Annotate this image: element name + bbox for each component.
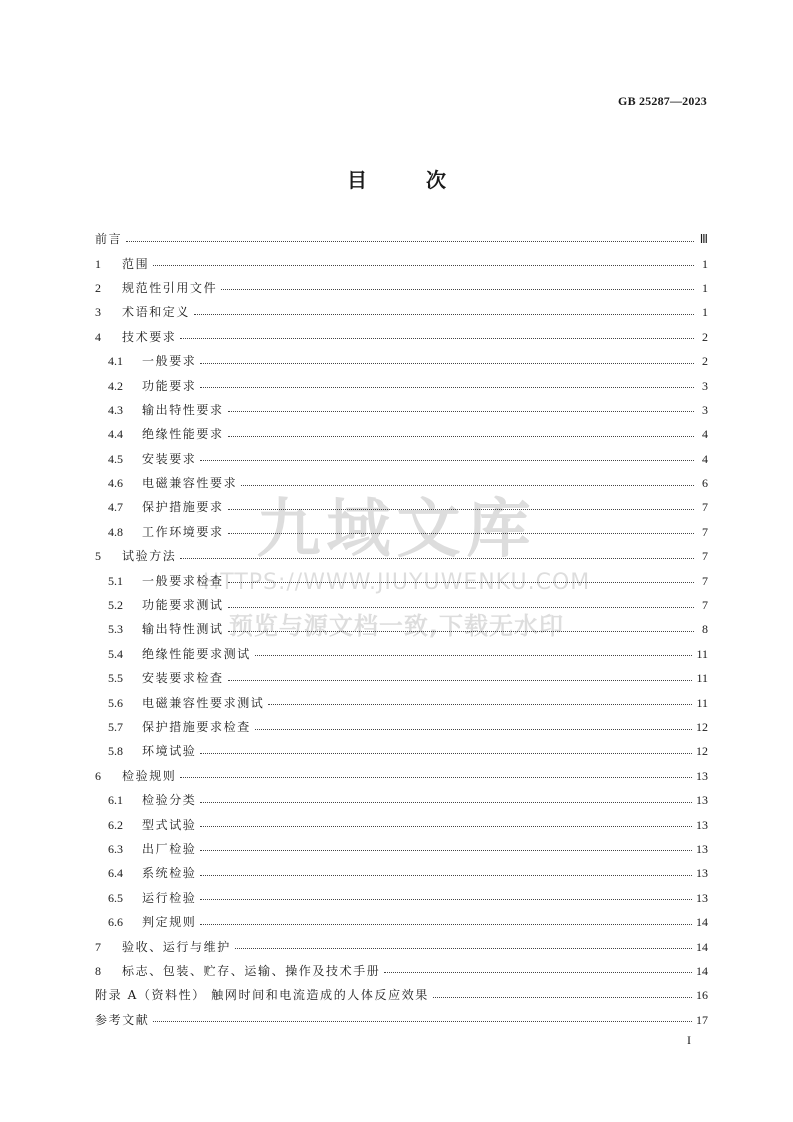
- toc-dot-leader: [180, 558, 694, 559]
- toc-entry-number: 1: [95, 256, 101, 271]
- toc-entry[interactable]: [95, 812, 708, 836]
- toc-entry-page: 11: [696, 646, 708, 661]
- toc-entry-page: 7: [702, 549, 708, 564]
- toc-entry-title: 前言: [95, 232, 123, 247]
- toc-entry[interactable]: [95, 227, 708, 251]
- toc-entry-page: 11: [696, 671, 708, 686]
- table-of-contents: [95, 227, 708, 1032]
- toc-dot-leader: [384, 972, 692, 973]
- toc-entry-title: 运行检验: [142, 890, 197, 905]
- toc-dot-leader: [255, 729, 692, 730]
- toc-entry-number: 6.6: [108, 915, 123, 930]
- toc-entry-number: 5.6: [108, 695, 123, 710]
- toc-entry-page: 3: [702, 402, 708, 417]
- toc-entry[interactable]: [95, 861, 708, 885]
- toc-entry-number: 2: [95, 280, 101, 295]
- toc-entry-page: 1: [702, 256, 708, 271]
- toc-entry-title: 技术要求: [122, 329, 177, 344]
- toc-entry-number: 4.8: [108, 524, 123, 539]
- toc-dot-leader: [153, 1021, 692, 1022]
- toc-entry-page: 7: [702, 573, 708, 588]
- toc-entry[interactable]: [95, 959, 708, 983]
- toc-dot-leader: [200, 363, 694, 364]
- watermark-note: 预览与源文档一致,下载无水印: [228, 612, 565, 640]
- toc-entry-number: 4: [95, 329, 101, 344]
- toc-entry[interactable]: [95, 642, 708, 666]
- toc-entry-number: 6.5: [108, 890, 123, 905]
- toc-entry-number: 6.1: [108, 793, 123, 808]
- toc-dot-leader: [228, 631, 694, 632]
- toc-entry[interactable]: [95, 251, 708, 275]
- toc-entry-page: 13: [696, 890, 708, 905]
- toc-entry-title: 出厂检验: [142, 841, 197, 856]
- toc-entry[interactable]: [95, 544, 708, 568]
- toc-dot-leader: [255, 655, 693, 656]
- toc-entry-title: 保护措施要求: [142, 500, 224, 515]
- toc-dot-leader: [180, 777, 692, 778]
- toc-entry-title: 试验方法: [122, 549, 177, 564]
- toc-entry-title: 工作环境要求: [142, 524, 224, 539]
- footer-page-number: I: [687, 1033, 691, 1047]
- toc-entry-title: 功能要求测试: [142, 598, 224, 613]
- toc-entry[interactable]: [95, 739, 708, 763]
- toc-entry-page: 17: [696, 1012, 708, 1027]
- toc-entry-number: 4.1: [108, 354, 123, 369]
- toc-dot-leader: [235, 948, 692, 949]
- toc-entry-title: 功能要求: [142, 378, 197, 393]
- toc-entry[interactable]: [95, 447, 708, 471]
- toc-entry-page: 14: [696, 915, 708, 930]
- toc-entry[interactable]: [95, 398, 708, 422]
- toc-entry[interactable]: [95, 666, 708, 690]
- toc-entry-title: 型式试验: [142, 817, 197, 832]
- toc-dot-leader: [268, 704, 692, 705]
- toc-dot-leader: [433, 997, 692, 998]
- toc-entry-page: 16: [696, 988, 708, 1003]
- toc-entry-page: 11: [696, 695, 708, 710]
- toc-dot-leader: [228, 436, 694, 437]
- toc-entry-page: 12: [696, 744, 708, 759]
- toc-entry[interactable]: [95, 422, 708, 446]
- toc-entry[interactable]: [95, 300, 708, 324]
- toc-entry-number: 8: [95, 963, 101, 978]
- toc-entry-page: 7: [702, 524, 708, 539]
- toc-entry-page: 14: [696, 939, 708, 954]
- toc-dot-leader: [153, 265, 694, 266]
- toc-entry-number: 5: [95, 549, 101, 564]
- toc-entry[interactable]: [95, 715, 708, 739]
- toc-entry[interactable]: [95, 593, 708, 617]
- toc-entry-page: 1: [702, 305, 708, 320]
- toc-dot-leader: [200, 826, 692, 827]
- toc-entry[interactable]: [95, 471, 708, 495]
- toc-entry[interactable]: [95, 325, 708, 349]
- toc-entry-title: 电磁兼容性要求: [142, 476, 238, 491]
- toc-entry-title: 标志、包装、贮存、运输、操作及技术手册: [122, 963, 381, 978]
- toc-entry-page: 7: [702, 500, 708, 515]
- toc-entry-page: 3: [702, 378, 708, 393]
- toc-entry-title: 检验规则: [122, 768, 177, 783]
- toc-entry-page: 1: [702, 280, 708, 295]
- toc-dot-leader: [228, 680, 693, 681]
- toc-entry-page: 8: [702, 622, 708, 637]
- toc-entry-number: 5.7: [108, 720, 123, 734]
- toc-entry-title: 输出特性测试: [142, 622, 224, 637]
- toc-entry-page: 13: [696, 793, 708, 808]
- toc-entry-page: 2: [702, 329, 708, 344]
- toc-dot-leader: [200, 802, 692, 803]
- toc-entry[interactable]: [95, 495, 708, 519]
- toc-dot-leader: [200, 875, 692, 876]
- toc-entry-title: 参考文献: [95, 1012, 150, 1027]
- toc-entry-number: 4.3: [108, 402, 123, 417]
- toc-entry-title: 一般要求: [142, 354, 197, 369]
- toc-entry[interactable]: [95, 349, 708, 373]
- toc-dot-leader: [200, 850, 692, 851]
- toc-dot-leader: [228, 582, 694, 583]
- toc-dot-leader: [200, 924, 692, 925]
- toc-entry[interactable]: [95, 983, 708, 1007]
- toc-entry[interactable]: [95, 520, 708, 544]
- toc-entry-number: 4.2: [108, 378, 123, 393]
- toc-dot-leader: [200, 753, 692, 754]
- toc-dot-leader: [200, 899, 692, 900]
- standard-code: GB 25287—2023: [618, 94, 707, 108]
- toc-entry[interactable]: [95, 837, 708, 861]
- toc-entry-page: 14: [696, 963, 708, 978]
- toc-entry-title: 环境试验: [142, 744, 197, 759]
- toc-entry-page: 4: [702, 451, 708, 466]
- toc-entry[interactable]: [95, 764, 708, 788]
- toc-dot-leader: [200, 387, 694, 388]
- toc-entry[interactable]: [95, 617, 708, 641]
- toc-entry-number: 6.4: [108, 866, 123, 881]
- toc-entry[interactable]: [95, 1008, 708, 1032]
- toc-entry-number: 5.1: [108, 573, 123, 588]
- toc-entry[interactable]: [95, 886, 708, 910]
- toc-dot-leader: [221, 289, 694, 290]
- toc-entry[interactable]: [95, 276, 708, 300]
- toc-entry[interactable]: [95, 373, 708, 397]
- toc-entry-number: 7: [95, 939, 101, 954]
- toc-entry-title: 绝缘性能要求测试: [142, 646, 251, 661]
- toc-entry[interactable]: [95, 934, 708, 958]
- toc-dot-leader: [228, 509, 694, 510]
- toc-entry-page: 7: [702, 598, 708, 613]
- toc-entry-page: 13: [696, 817, 708, 832]
- toc-entry-title: 验收、运行与维护: [122, 939, 231, 954]
- toc-entry-page: 2: [702, 354, 708, 369]
- toc-dot-leader: [228, 607, 694, 608]
- toc-entry-page: 13: [696, 866, 708, 881]
- toc-entry-page: 12: [696, 720, 708, 734]
- toc-entry-title: 系统检验: [142, 866, 197, 881]
- toc-entry-title: 一般要求检查: [142, 573, 224, 588]
- toc-entry-title: 判定规则: [142, 915, 197, 930]
- watermark-logo-text: 九域文库: [256, 493, 537, 567]
- toc-entry[interactable]: [95, 910, 708, 934]
- toc-entry-title: 附录 A（资料性） 触网时间和电流造成的人体反应效果: [95, 988, 429, 1003]
- toc-entry-title: 规范性引用文件: [122, 280, 218, 295]
- toc-entry[interactable]: [95, 788, 708, 812]
- toc-dot-leader: [228, 533, 694, 534]
- toc-entry-title: 输出特性要求: [142, 402, 224, 417]
- toc-entry-number: 5.8: [108, 744, 123, 759]
- toc-entry-title: 安装要求检查: [142, 671, 224, 686]
- toc-entry-page: 13: [696, 841, 708, 856]
- toc-entry-number: 6.2: [108, 817, 123, 832]
- toc-entry-title: 保护措施要求检查: [142, 720, 251, 734]
- toc-entry-page: 13: [696, 768, 708, 783]
- toc-dot-leader: [228, 411, 694, 412]
- toc-entry-title: 范围: [122, 256, 150, 271]
- page-title: 目 次: [347, 168, 472, 192]
- toc-entry[interactable]: [95, 690, 708, 714]
- toc-entry-page: 6: [702, 476, 708, 491]
- toc-entry-page: 4: [702, 427, 708, 442]
- toc-entry-page: Ⅲ: [699, 232, 708, 247]
- toc-entry-title: 检验分类: [142, 793, 197, 808]
- toc-dot-leader: [180, 338, 694, 339]
- toc-dot-leader: [126, 241, 694, 242]
- toc-entry-number: 5.2: [108, 598, 123, 613]
- toc-entry-number: 4.7: [108, 500, 123, 515]
- toc-entry-title: 术语和定义: [122, 305, 191, 320]
- toc-entry-number: 5.4: [108, 646, 123, 661]
- watermark-url: HTTPS://WWW.JIUYUWENKU.COM: [202, 570, 591, 595]
- toc-entry-title: 绝缘性能要求: [142, 427, 224, 442]
- toc-entry-title: 电磁兼容性要求测试: [142, 695, 265, 710]
- toc-entry[interactable]: [95, 568, 708, 592]
- toc-entry-title: 安装要求: [142, 451, 197, 466]
- toc-dot-leader: [241, 485, 694, 486]
- toc-entry-number: 5.3: [108, 622, 123, 637]
- toc-entry-number: 6.3: [108, 841, 123, 856]
- toc-entry-number: 5.5: [108, 671, 123, 686]
- toc-entry-number: 4.6: [108, 476, 123, 491]
- toc-entry-number: 4.4: [108, 427, 123, 442]
- toc-entry-number: 4.5: [108, 451, 123, 466]
- toc-entry-number: 6: [95, 768, 101, 783]
- toc-entry-number: 3: [95, 305, 101, 320]
- toc-dot-leader: [200, 460, 694, 461]
- toc-dot-leader: [194, 314, 694, 315]
